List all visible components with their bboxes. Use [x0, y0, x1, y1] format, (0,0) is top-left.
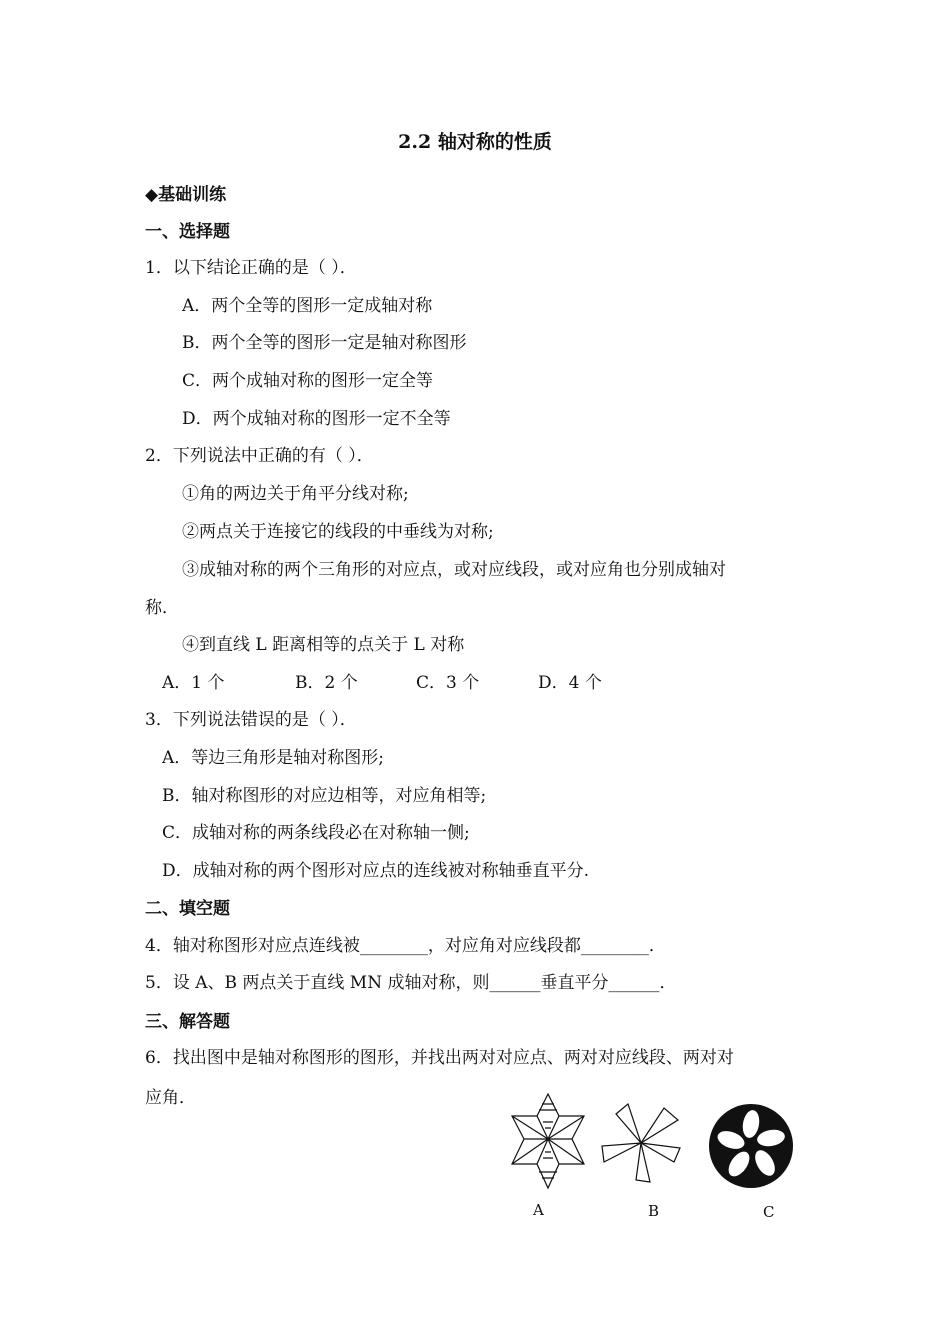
question-2-statement-2: ②两点关于连接它的线段的中垂线为对称;: [182, 522, 494, 542]
question-3-stem: 3．下列说法错误的是（ ）．: [145, 710, 357, 730]
question-6: 6．找出图中是轴对称图形的图形，并找出两对对应点、两对对应线段、两对对: [145, 1048, 734, 1068]
question-3-option-d: D．成轴对称的两个图形对应点的连线被对称轴垂直平分.: [162, 861, 590, 881]
question-3-option-c: C．成轴对称的两条线段必在对称轴一侧;: [162, 823, 470, 843]
figure-a-star-image: [508, 1092, 588, 1192]
question-5: 5．设 A、B 两点关于直线 MN 成轴对称，则______垂直平分______．: [145, 973, 677, 993]
question-2-option-d: D．4 个: [538, 673, 602, 693]
question-1-option-b: B．两个全等的图形一定是轴对称图形: [182, 333, 467, 353]
question-1-stem: 1．以下结论正确的是（ ）．: [145, 258, 357, 278]
question-2-statement-1: ①角的两边关于角平分线对称;: [182, 484, 409, 504]
section-basic-training: ◆基础训练: [145, 185, 227, 205]
question-3-option-b: B．轴对称图形的对应边相等，对应角相等;: [162, 786, 487, 806]
question-1-option-d: D．两个成轴对称的图形一定不全等: [182, 409, 451, 429]
figure-a-label: A: [533, 1201, 544, 1219]
question-6-cont: 应角．: [145, 1088, 196, 1108]
heading-fill-blank: 二、填空题: [145, 899, 230, 919]
question-3-option-a: A．等边三角形是轴对称图形;: [162, 748, 385, 768]
heading-solve: 三、解答题: [145, 1012, 230, 1032]
heading-multiple-choice: 一、选择题: [145, 222, 230, 242]
question-4: 4．轴对称图形对应点连线被________，对应角对应线段都________．: [145, 936, 666, 956]
question-2-statement-3: ③成轴对称的两个三角形的对应点，或对应线段，或对应角也分别成轴对: [182, 560, 726, 580]
question-2-stem: 2．下列说法中正确的有（ ）．: [145, 446, 374, 466]
question-2-option-a: A．1 个: [162, 673, 225, 693]
figure-b-pinwheel-image: [598, 1100, 684, 1186]
figure-c-flower-image: [705, 1100, 797, 1192]
question-2-statement-3-cont: 称．: [145, 598, 179, 618]
question-2-option-c: C．3 个: [416, 673, 480, 693]
question-2-statement-4: ④到直线 L 距离相等的点关于 L 对称: [182, 635, 465, 655]
figure-b-label: B: [648, 1202, 660, 1220]
page-title: 2.2 轴对称的性质: [398, 131, 552, 153]
figure-c-label: C: [763, 1203, 775, 1221]
question-1-option-c: C．两个成轴对称的图形一定全等: [182, 371, 434, 391]
question-1-option-a: A．两个全等的图形一定成轴对称: [182, 296, 433, 316]
question-2-option-b: B．2 个: [295, 673, 358, 693]
